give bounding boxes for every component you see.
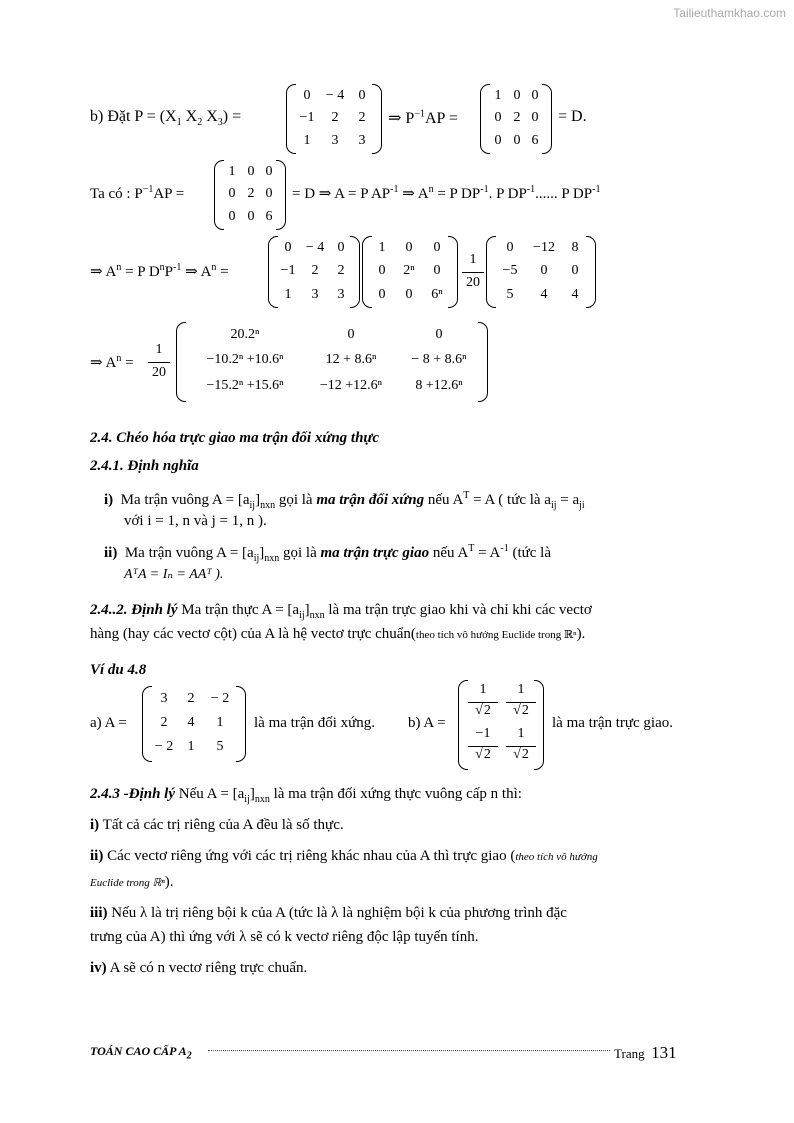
fraction-1-20: 1 20 bbox=[462, 250, 484, 294]
part-b-inverse: ⇒ $P^{-1}AP$ = bbox=[388, 108, 458, 127]
theorem-2-4-3: 2.4.3 -Định lý Nếu $A = [a_{ij}]_{nxn}$ là ma trận đối xứng thực vuông cấp n thì: bbox=[90, 786, 522, 805]
example-a-label: a) A = bbox=[90, 715, 127, 731]
theorem-2-4-2-line2: hàng (hay các vectơ cột) của A là hệ vectơ trực chuẩn(theo tích vô hướng Euclide trong ℝⁿ). bbox=[90, 626, 586, 642]
footer-dotted-rule bbox=[208, 1050, 610, 1051]
definition-i-line2: với i = 1, n và j = 1, n ). bbox=[124, 513, 267, 529]
matrix-Dn: 1 0 0 0 2ⁿ 0 0 0 6ⁿ bbox=[362, 236, 458, 308]
matrix-P-2: 0 − 4 0 −1 2 2 1 3 3 bbox=[268, 236, 360, 308]
example-a-text: là ma trận đối xứng. bbox=[254, 715, 376, 731]
matrix-P: 0 − 4 0 −1 2 2 1 3 3 bbox=[286, 84, 382, 154]
example-b-label: b) A = bbox=[408, 715, 446, 731]
matrix-P-inverse: 0 −12 8 −5 0 0 5 4 4 bbox=[486, 236, 596, 308]
definition-ii: ii) Ma trận vuông $A = [a_{ij}]_{nxn}$ gọi là ma trận trực giao nếu $A^T = A^{-1}$ (tức là bbox=[104, 543, 551, 564]
watermark: Tailieuthamkhao.com bbox=[673, 6, 786, 20]
theorem-item-i: i) Tất cả các trị riêng của A đều là số thực. bbox=[90, 817, 344, 833]
footer-page: Trang 131 bbox=[614, 1043, 677, 1062]
part-b-end: = D. bbox=[558, 108, 587, 125]
result-fraction: 1 20 bbox=[148, 340, 170, 384]
ta-co-chain: = D ⇒ A = P $AP^{-1}$ ⇒ $A^n = P$ $DP^{-1}$. P $DP^{-1}$...... P $DP^{-1}$ bbox=[292, 184, 601, 202]
matrix-D-2: 1 0 0 0 2 0 0 0 6 bbox=[214, 160, 286, 230]
example-b-text: là ma trận trực giao. bbox=[552, 715, 673, 731]
result-lead: ⇒ $A^n$ = bbox=[90, 353, 134, 371]
matrix-D: 1 0 0 0 2 0 0 0 6 bbox=[480, 84, 552, 154]
ta-co-lead: Ta có : $P^{-1}AP$ = bbox=[90, 184, 185, 202]
result-matrix: 20.2ⁿ 0 0 −10.2ⁿ +10.6ⁿ 12 + 8.6ⁿ − 8 + 8.6ⁿ −15.2ⁿ +15.6ⁿ −12 +12.6ⁿ 8 +12.6ⁿ bbox=[176, 322, 488, 402]
example-matrix-b: 1 √2 1 √2 −1 √2 1 √2 bbox=[458, 680, 544, 770]
example-title: Ví du 4.8 bbox=[90, 662, 147, 678]
theorem-item-iii-line2: trưng của A) thì ứng với λ sẽ có k vectơ riêng độc lập tuyến tính. bbox=[90, 929, 479, 945]
definition-ii-line2: AᵀA = Iₙ = AAᵀ ). bbox=[124, 567, 224, 582]
example-matrix-a: 3 2 − 2 2 4 1 − 2 1 5 bbox=[142, 686, 246, 762]
part-b-lead: b) Đặt $P = (X_1$ $X_2$ $X_3$) = bbox=[90, 108, 242, 129]
theorem-item-ii: ii) Các vectơ riêng ứng với các trị riêng khác nhau của A thì trực giao (theo tích vô hướng bbox=[90, 848, 598, 864]
an-line-lead: ⇒ $A^n = P$ $D^nP^{-1}$ ⇒ $A^n$ = bbox=[90, 262, 229, 280]
footer-course: TOÁN CAO CẤP $A_2$ bbox=[90, 1044, 192, 1062]
section-2-4-1-title: 2.4.1. Định nghĩa bbox=[90, 458, 199, 474]
theorem-2-4-2: 2.4..2. Định lý Ma trận thực $A = [a_{ij}]_{nxn}$ là ma trận trực giao khi và chỉ khi các vectơ bbox=[90, 602, 592, 621]
theorem-item-iii: iii) Nếu λ là trị riêng bội k của A (tức là λ là nghiệm bội k của phương trình đặc bbox=[90, 905, 567, 921]
definition-i: i) Ma trận vuông $A = [a_{ij}]_{nxn}$ gọi là ma trận đối xứng nếu $A^T = A$ ( tức là $a_{ij} = a_{ji}$ bbox=[104, 490, 585, 511]
theorem-item-ii-line2: Euclide trong ℝⁿ). bbox=[90, 874, 174, 890]
section-2-4-title: 2.4. Chéo hóa trực giao ma trận đối xứng thực bbox=[90, 430, 380, 446]
theorem-item-iv: iv) A sẽ có n vectơ riêng trực chuẩn. bbox=[90, 960, 308, 976]
